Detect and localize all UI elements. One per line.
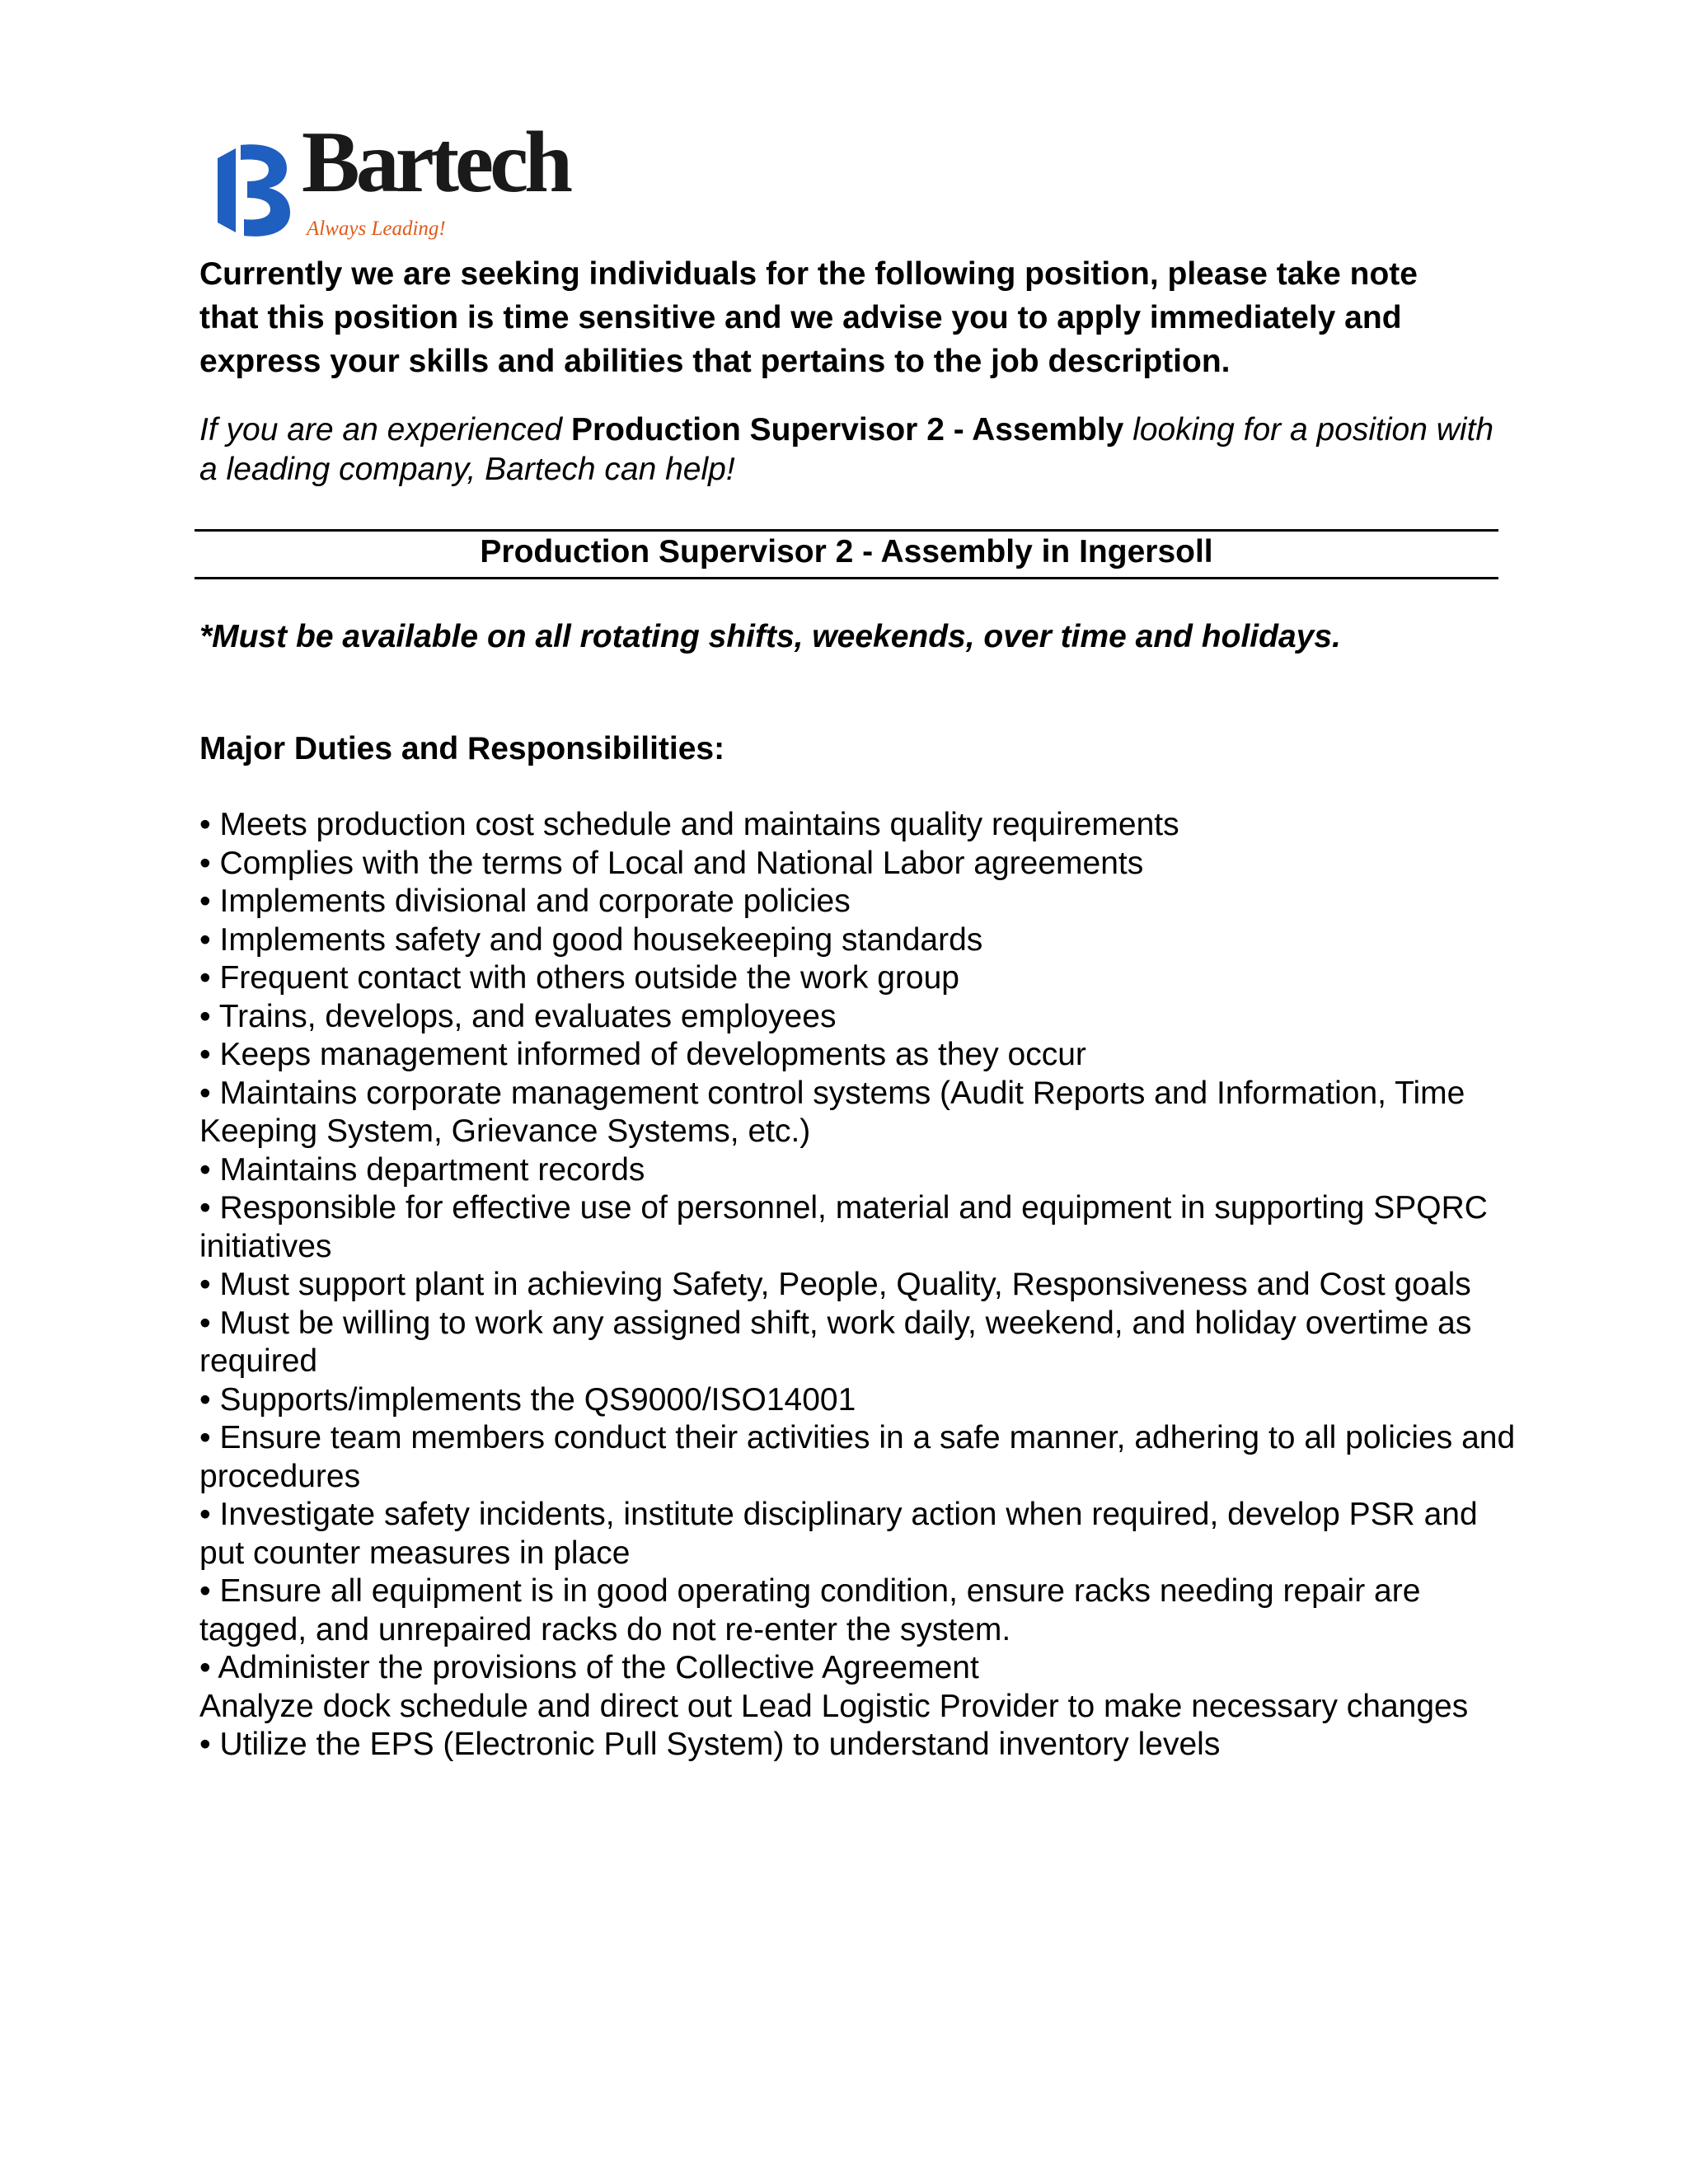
bartech-logo-mark-icon xyxy=(211,134,293,242)
duty-item: • Responsible for effective use of personnel, material and equipment in supporting SPQRC initiatives xyxy=(199,1190,1488,1264)
availability-notice: *Must be available on all rotating shifts, weekends, over time and holidays. xyxy=(199,619,1341,654)
duty-item: • Frequent contact with others outside the work group xyxy=(199,960,959,996)
logo-tagline: Always Leading! xyxy=(307,218,446,240)
duty-item: Analyze dock schedule and direct out Lead Logistic Provider to make necessary changes xyxy=(199,1688,1469,1724)
duty-item: • Maintains department records xyxy=(199,1151,645,1188)
duty-item: • Ensure all equipment is in good operating condition, ensure racks needing repair are tagged, and unrepaired racks do not re-enter the system. xyxy=(199,1573,1421,1647)
duty-item: • Ensure team members conduct their activities in a safe manner, adhering to all policies and procedures xyxy=(199,1420,1516,1494)
duty-item: • Meets production cost schedule and maintains quality requirements xyxy=(199,807,1179,842)
duties-heading: Major Duties and Responsibilities: xyxy=(199,731,725,766)
duty-item: • Must support plant in achieving Safety, People, Quality, Responsiveness and Cost goals xyxy=(199,1267,1471,1302)
duty-item: • Implements divisional and corporate policies xyxy=(199,883,851,919)
intro-paragraph: Currently we are seeking individuals for the following position, please take note that this position is time sensitive and we advise you to apply immediately and express your skills and abilities that pertains to the job description. xyxy=(199,256,1418,379)
pitch-suffix: looking for a position with a leading company, Bartech can help! xyxy=(199,412,1494,487)
duty-item: • Administer the provisions of the Collective Agreement xyxy=(199,1650,979,1685)
duty-item: • Trains, develops, and evaluates employees xyxy=(199,998,837,1034)
duty-item: • Investigate safety incidents, institute disciplinary action when required, develop PSR and put counter measures in place xyxy=(199,1497,1478,1571)
title-rule-bottom xyxy=(195,577,1498,579)
duty-item: • Supports/implements the QS9000/ISO14001 xyxy=(199,1381,856,1418)
duties-list xyxy=(199,806,1518,1765)
job-title: Production Supervisor 2 - Assembly in Ingersoll xyxy=(480,534,1213,569)
duty-item: • Must be willing to work any assigned shift, work daily, weekend, and holiday overtime as required xyxy=(199,1305,1472,1379)
pitch-prefix: If you are an experienced xyxy=(199,412,571,448)
bartech-logo xyxy=(211,114,570,247)
duty-item: • Utilize the EPS (Electronic Pull System) to understand inventory levels xyxy=(199,1727,1221,1762)
duty-item: • Complies with the terms of Local and National Labor agreements xyxy=(199,845,1144,881)
duty-item: • Keeps management informed of developments as they occur xyxy=(199,1037,1086,1072)
pitch-position: Production Supervisor 2 - Assembly xyxy=(570,412,1124,448)
logo-wordmark: Bartech xyxy=(302,114,570,210)
duty-item: • Maintains corporate management control systems (Audit Reports and Information, Time Keeping System, Grievance Systems, etc.) xyxy=(199,1075,1465,1149)
pitch-paragraph xyxy=(199,410,1502,490)
duty-item: • Implements safety and good housekeeping standards xyxy=(199,921,983,958)
